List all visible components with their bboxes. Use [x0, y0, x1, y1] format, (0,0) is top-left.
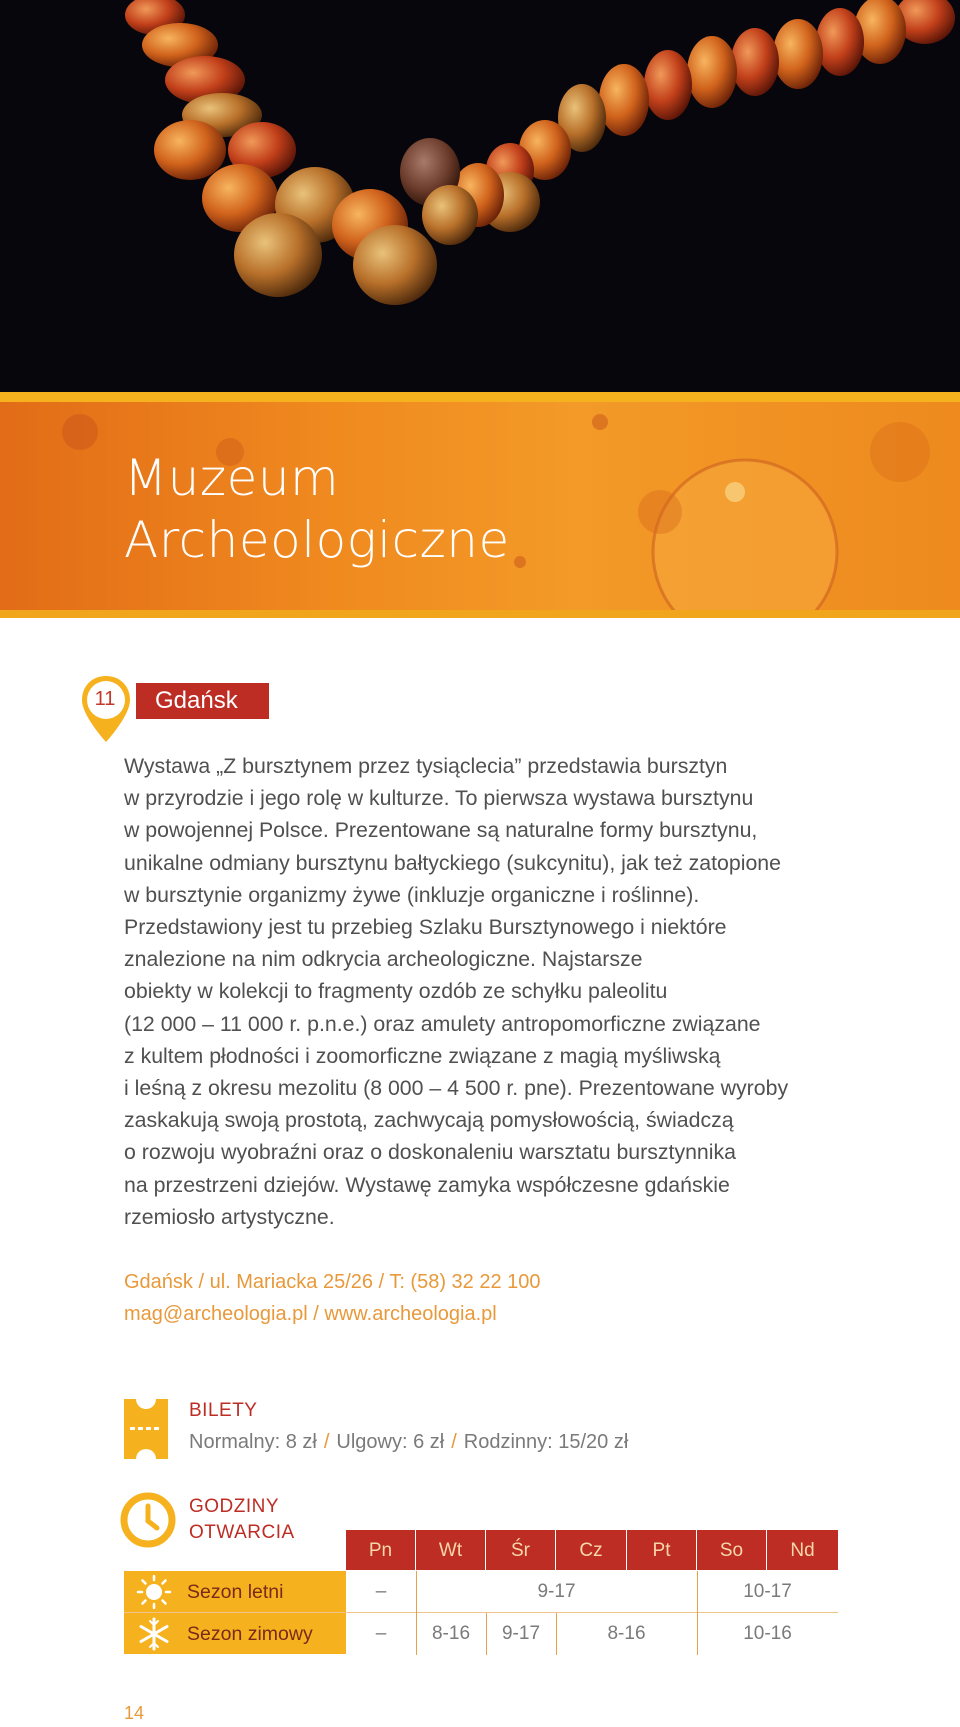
day-saturday: So: [697, 1530, 767, 1570]
ticket-family: Rodzinny: 15/20 zł: [463, 1431, 629, 1453]
opening-hours-heading-line-1: GODZINY: [189, 1496, 280, 1517]
tickets-heading: BILETY: [189, 1400, 258, 1421]
description-line: rzemiosło artystyczne.: [124, 1204, 335, 1229]
day-wednesday: Śr: [486, 1530, 556, 1570]
description-line: i leśną z okresu mezolitu (8 000 – 4 500 r. pne). Prezentowane wyroby: [124, 1076, 789, 1101]
description-line: w przyrodzie i jego rolę w kulturze. To pierwsza wystawa bursztynu: [124, 786, 754, 811]
title-line-2: Archeologiczne: [124, 511, 510, 569]
winter-season-text: Sezon zimowy: [187, 1623, 313, 1645]
sun-icon: [136, 1575, 172, 1609]
description-line: (12 000 – 11 000 r. p.n.e.) oraz amulety antropomorficzne związane: [124, 1011, 761, 1036]
summer-weekend-hours: 10-17: [743, 1581, 792, 1602]
day-tuesday: Wt: [416, 1530, 486, 1570]
ticket-icon: [124, 1399, 168, 1459]
day-sunday: Nd: [790, 1540, 815, 1561]
description-line: w powojennej Polsce. Prezentowane są naturalne formy bursztynu,: [124, 818, 758, 843]
page-number: 14: [124, 1703, 145, 1723]
description-line: obiekty w kolekcji to fragmenty ozdób ze schyłku paleolitu: [124, 979, 668, 1004]
ticket-reduced: Ulgowy: 6 zł: [336, 1431, 445, 1453]
ticket-prices: [189, 1431, 628, 1454]
description-line: w bursztynie organizmy żywe (inkluzje organiczne i roślinne).: [124, 882, 700, 907]
summer-monday-hours: –: [375, 1581, 387, 1602]
location-number: 11: [94, 688, 116, 710]
hero-photo-amber-necklace: [0, 0, 960, 392]
address-line: Gdańsk / ul. Mariacka 25/26 / T: (58) 32 22 100: [124, 1271, 541, 1293]
contact-info: [124, 1266, 541, 1330]
weekday-header-row: [346, 1530, 838, 1570]
table-column-divider: [556, 1613, 557, 1655]
table-column-divider: [486, 1613, 487, 1655]
city-label: Gdańsk: [136, 683, 269, 719]
day-friday: Pt: [627, 1530, 697, 1570]
description-line: unikalne odmiany bursztynu bałtyckiego (sukcynitu), jak też zatopione: [124, 850, 782, 875]
description-line: z kultem płodności i zoomorficzne związane z magią myśliwską: [124, 1043, 721, 1068]
table-column-divider: [697, 1571, 698, 1655]
description-line: znalezione na nim odkrycia archeologiczne. Najstarsze: [124, 947, 643, 972]
description-line: na przestrzeni dziejów. Wystawę zamyka współczesne gdańskie: [124, 1172, 730, 1197]
amber-necklace-illustration: [0, 0, 960, 392]
summer-season-text: Sezon letni: [187, 1581, 284, 1603]
ticket-separator: /: [323, 1431, 330, 1453]
description-text: [124, 750, 864, 1233]
title-line-1: Muzeum: [124, 449, 340, 507]
ticket-separator: /: [451, 1431, 457, 1453]
winter-weekend-hours: 10-16: [743, 1623, 792, 1644]
email-website-link[interactable]: mag@archeologia.pl / www.archeologia.pl: [124, 1303, 497, 1325]
snowflake-icon: [136, 1617, 172, 1651]
opening-hours-heading: [189, 1494, 295, 1546]
winter-wednesday-hours: 9-17: [501, 1623, 541, 1644]
summer-weekday-hours: 9-17: [537, 1581, 576, 1602]
description-line: o rozwoju wyobraźni oraz o doskonaleniu warsztatu bursztynnika: [124, 1140, 737, 1165]
winter-season-label: [124, 1613, 346, 1654]
winter-monday-hours: –: [375, 1623, 387, 1644]
description-line: zaskakują swoją prostotą, zachwycają pomysłowością, świadczą: [124, 1108, 734, 1133]
description-line: Wystawa „Z bursztynem przez tysiąclecia” przedstawia bursztyn: [124, 754, 728, 778]
summer-season-label: [124, 1571, 346, 1612]
day-thursday: Cz: [556, 1530, 627, 1570]
table-column-divider: [416, 1571, 417, 1655]
ticket-normal: Normalny: 8 zł: [189, 1431, 317, 1453]
page-title: [124, 447, 510, 571]
winter-thu-fri-hours: 8-16: [607, 1623, 646, 1644]
winter-tuesday-hours: 8-16: [431, 1623, 471, 1644]
banner-bottom-stripe: [0, 610, 960, 618]
day-monday: Pn: [346, 1530, 416, 1570]
opening-hours-heading-line-2: OTWARCIA: [189, 1522, 295, 1543]
description-line: Przedstawiony jest tu przebieg Szlaku Bursztynowego i niektóre: [124, 915, 727, 940]
clock-icon: [120, 1492, 176, 1548]
